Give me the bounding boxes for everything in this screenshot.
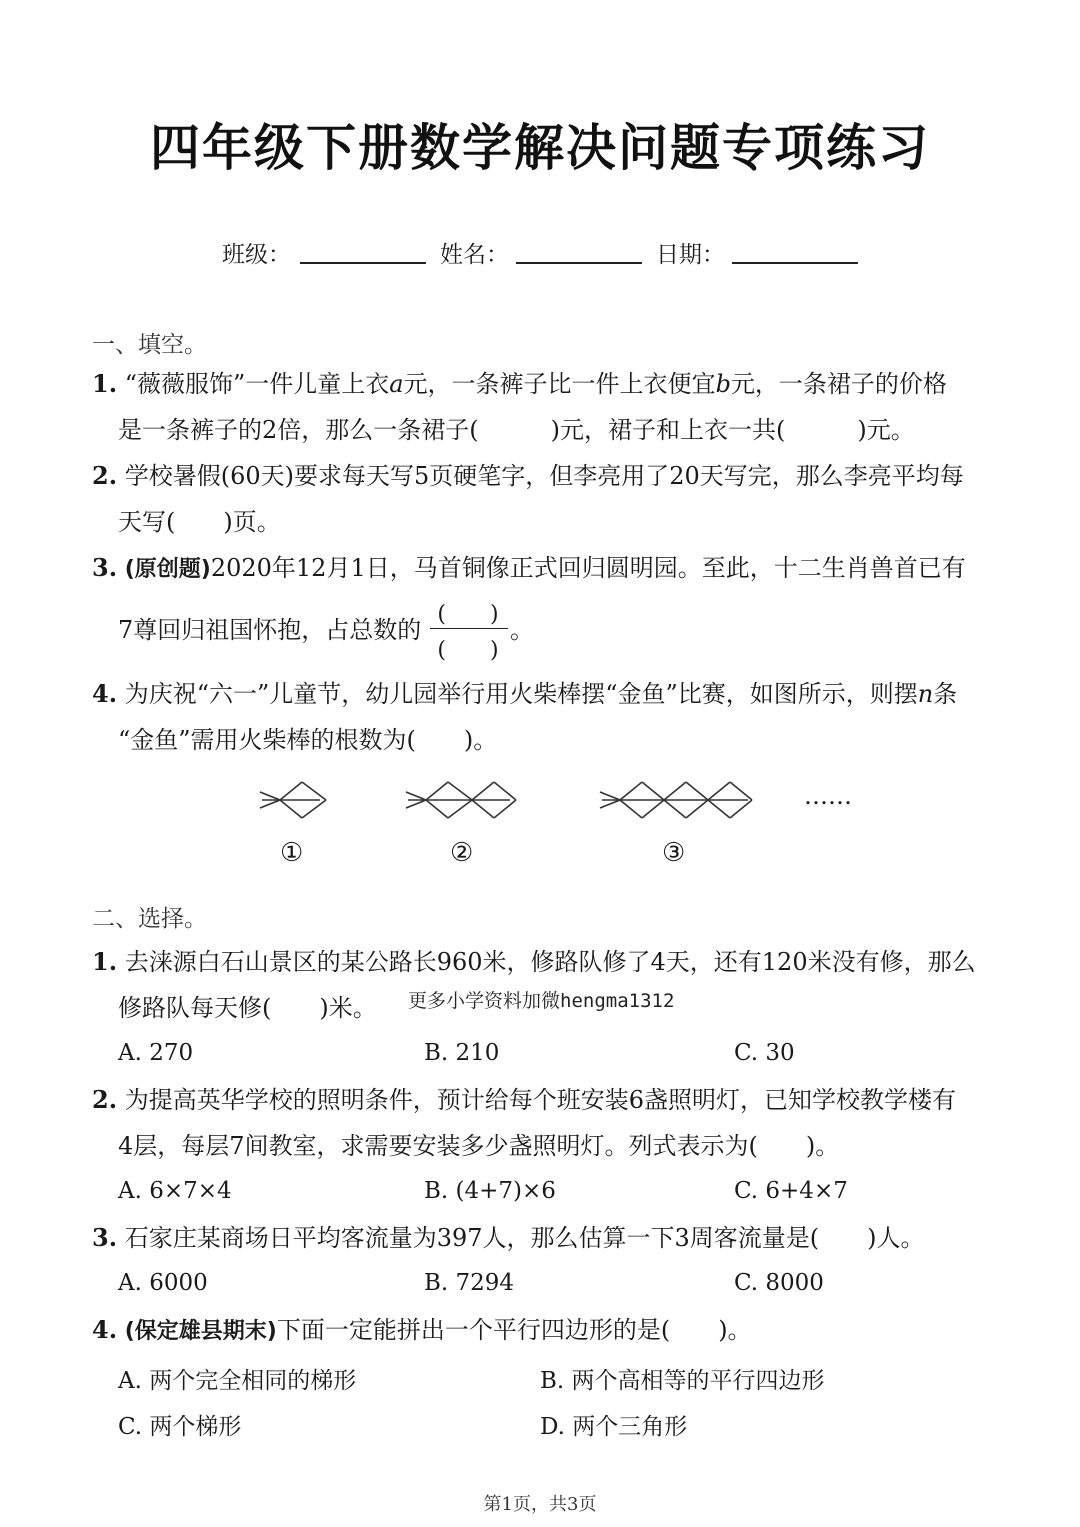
question-text: 2020年12月1日，马首铜像正式回归圆明园。至此，十二生肖兽首已有 [210,554,966,582]
variable-b: b [715,370,731,398]
section-fill-blank-heading: 一、填空。 [92,332,207,358]
section-choice-heading: 二、选择。 [92,906,207,932]
question-text: 条 [933,680,958,708]
page-title: 四年级下册数学解决问题专项练习 [150,119,930,177]
figure-ellipsis: …… [804,782,852,810]
question-text: 石家庄某商场日平均客流量为397人，那么估算一下3周客流量是( )人。 [124,1224,925,1252]
question-text: “薇薇服饰”一件儿童上衣 [124,370,390,398]
option-b[interactable]: B. 7294 [424,1270,515,1296]
fraction-numerator-blank[interactable]: ( ) [437,602,499,627]
fish-figure-1 [260,782,326,818]
fill-question-4-line-2: “金鱼”需用火柴棒的根数为( )。 [118,726,498,754]
fish-figure-3 [600,782,752,818]
question-text: 元，一条裤子比一件上衣便宜 [403,370,716,398]
question-number: 3. [92,1223,118,1252]
figure-label-1: ① [280,838,304,868]
option-b[interactable]: B. 两个高相等的平行四边形 [540,1368,825,1394]
question-number: 4. [92,1315,118,1344]
question-text: 为提高英华学校的照明条件，预计给每个班安装6盏照明灯，已知学校教学楼有 [124,1086,956,1114]
fish-figure-2 [406,782,516,818]
option-a[interactable]: A. 270 [118,1040,194,1066]
choice-question-2-line-2: 4层，每层7间教室，求需要安装多少盏照明灯。列式表示为( )。 [118,1132,840,1160]
option-c[interactable]: C. 30 [734,1040,795,1066]
fill-question-1-line-2: 是一条裤子的2倍，那么一条裙子( )元，裙子和上衣一共( )元。 [118,416,915,444]
class-label: 班级： [222,242,291,268]
variable-n: n [917,680,934,708]
option-b[interactable]: B. (4+7)×6 [424,1178,556,1204]
figure-label-2: ② [450,838,474,868]
choice-question-3-line-1 [92,1224,925,1252]
choice-question-4-line-1 [92,1316,752,1346]
fill-question-3-line-1 [92,554,966,584]
date-label: 日期： [656,242,725,268]
name-blank[interactable] [516,262,642,264]
option-a[interactable]: A. 6000 [118,1270,208,1296]
matchstick-fish-figure [0,770,1080,840]
question-number: 3. [92,553,118,582]
question-source: (保定雄县期末) [124,1319,277,1344]
fill-question-2-line-2: 天写( )页。 [118,508,281,536]
choice-question-1-line-2: 修路队每天修( )米。 [118,994,377,1022]
question-number: 2. [92,461,118,490]
option-c[interactable]: C. 8000 [734,1270,824,1296]
fill-question-3-end: 。 [510,616,534,644]
option-d[interactable]: D. 两个三角形 [540,1414,688,1440]
option-a[interactable]: A. 两个完全相同的梯形 [118,1368,357,1394]
fraction-bar [430,628,508,629]
fill-question-2-line-1 [92,462,964,490]
question-number: 1. [92,369,118,398]
question-text: 学校暑假(60天)要求每天写5页硬笔字，但李亮用了20天写完，那么李亮平均每 [124,462,964,490]
fraction-denominator-blank[interactable]: ( ) [437,638,499,663]
question-number: 4. [92,679,118,708]
option-a[interactable]: A. 6×7×4 [118,1178,232,1204]
fill-question-3-line-2: 7尊回归祖国怀抱，占总数的 [118,616,422,644]
question-text: 元，一条裙子的价格 [730,370,947,398]
page-footer: 第1页，共3页 [483,1494,597,1515]
question-number: 2. [92,1085,118,1114]
question-text: 去涞源白石山景区的某公路长960米，修路队修了4天，还有120米没有修，那么 [124,948,976,976]
question-number: 1. [92,947,118,976]
question-text: 为庆祝“六一”儿童节，幼儿园举行用火柴棒摆“金鱼”比赛，如图所示，则摆 [124,680,918,708]
option-c[interactable]: C. 两个梯形 [118,1414,242,1440]
fill-question-1-line-1 [92,370,947,398]
option-c[interactable]: C. 6+4×7 [734,1178,848,1204]
figure-label-3: ③ [662,838,686,868]
name-label: 姓名： [440,242,509,268]
question-source: (原创题) [124,557,211,582]
question-text: 下面一定能拼出一个平行四边形的是( )。 [276,1316,752,1344]
class-blank[interactable] [300,262,426,264]
choice-question-1-line-1 [92,948,976,976]
fill-question-4-line-1 [92,680,957,708]
choice-question-2-line-1 [92,1086,956,1114]
variable-a: a [389,370,404,398]
date-blank[interactable] [732,262,858,264]
option-b[interactable]: B. 210 [424,1040,500,1066]
watermark-text: 更多小学资料加微hengma1312 [408,990,675,1012]
